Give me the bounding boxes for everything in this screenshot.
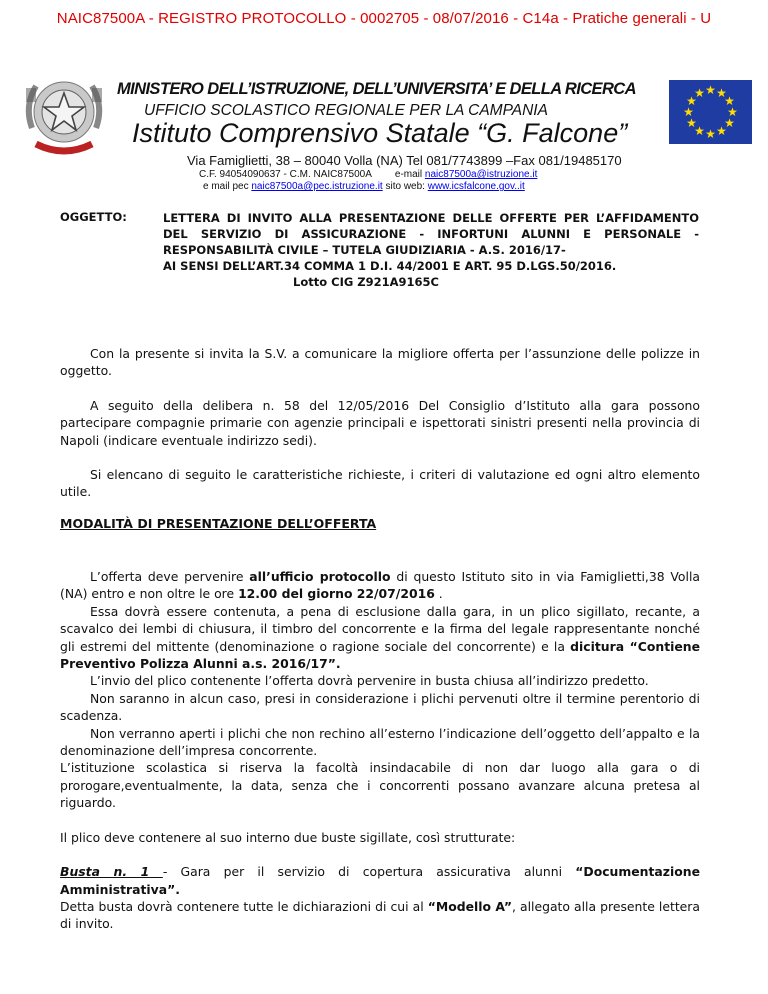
email-link[interactable]: naic87500a@istruzione.it (424, 169, 538, 180)
cf-email-line (199, 169, 537, 180)
text: di questo Istituto sito in via Famiglietti,38 Volla (NA) entro e non oltre le ore (60, 569, 700, 602)
eu-star-icon: ★ (686, 94, 697, 108)
text: . (434, 586, 443, 602)
cf-text: C.F. 94054090637 - C.M. NAIC87500A (199, 169, 372, 180)
subject-line: DEL SERVIZIO DI ASSICURAZIONE - INFORTUNI ALUNNI E PERSONALE - (163, 227, 699, 241)
eu-star-icon: ★ (716, 124, 727, 139)
paragraph-modello-a (60, 898, 700, 933)
subject-text (163, 210, 699, 290)
text: L’offerta deve pervenire (90, 569, 250, 584)
subject-line: RESPONSABILITÀ CIVILE – TUTELA GIUDIZIARIA - A.S. 2016/17- (163, 243, 566, 257)
paragraph-delibera: A seguito della delibera n. 58 del 12/05/2016 Del Consiglio d’Istituto alla gara possono partecipare compagnie primarie con agenzie principali e ispettorati sinistri presenti nella provincia di Napoli (indicare eventuale indirizzo sedi). (60, 398, 700, 448)
subject-line: LETTERA DI INVITO ALLA PRESENTAZIONE DELLE OFFERTE PER L’AFFIDAMENTO (163, 211, 699, 225)
regional-office: UFFICIO SCOLASTICO REGIONALE PER LA CAMPANIA (144, 102, 548, 119)
paragraph-deadline (60, 568, 700, 603)
text: Essa dovrà essere contenuta, a pena di esclusione dalla gara, in un plico sigillato, recante, a scavalco dei lembi di chiusura, il timbro del concorrente e la firma del legale rappresentante nonché gli estremi del mittente (denominazione o ragione sociale del concorrente) e la (60, 603, 700, 654)
paragraph-riserva: L’istituzione scolastica si riserva la facoltà insindacabile di non dar luogo alla gara o di prorogare,eventualmente, la data, senza che i concorrenti possano avanzare alcuna pretesa al riguardo. (60, 760, 700, 811)
eu-star-icon: ★ (724, 116, 735, 130)
eu-star-icon: ★ (727, 105, 738, 119)
eu-star-icon: ★ (686, 116, 697, 130)
paragraph-non-aperti: Non verranno aperti i plichi che non rechino all’esterno l’indicazione dell’oggetto dell’appalto e la denominazione dell’impresa concorrente. (60, 725, 700, 759)
web-link[interactable]: www.icsfalcone.gov..it (427, 181, 525, 192)
bold-text: dicitura “Contiene Preventivo Polizza Alunni a.s. 2016/17”. (60, 638, 701, 672)
eu-star-icon: ★ (705, 127, 716, 141)
paragraph-plico (60, 603, 700, 673)
paragraph-invio: L’invio del plico contenente l’offerta dovrà pervenire in busta chiusa all’indirizzo predetto. (90, 673, 649, 689)
eu-star-icon: ★ (683, 105, 694, 119)
email-label: e-mail (394, 169, 423, 180)
eu-star-icon: ★ (694, 124, 705, 139)
eu-star-icon: ★ (716, 85, 727, 100)
text: , allegato alla presente lettera di invito. (60, 898, 700, 932)
busta-label: Busta n. 1 (60, 864, 163, 880)
paragraph-criteria: Si elencano di seguito le caratteristiche richieste, i criteri di valutazione ed ogni altro elemento utile. (60, 467, 700, 500)
paragraph-busta-1 (60, 863, 700, 898)
bold-text: all’ufficio protocollo (249, 569, 391, 584)
pec-link[interactable]: naic87500a@pec.istruzione.it (251, 181, 383, 192)
italian-republic-emblem (14, 66, 114, 166)
subject-label: OGGETTO: (60, 210, 127, 224)
protocol-stamp: NAIC87500A - REGISTRO PROTOCOLLO - 0002705 - 08/07/2016 - C14a - Pratiche generali - U (56, 10, 712, 27)
subject-line: AI SENSI DELL’ART.34 COMMA 1 D.I. 44/2001 E ART. 95 D.LGS.50/2016. (163, 259, 617, 273)
ministry-title: MINISTERO DELL’ISTRUZIONE, DELL’UNIVERSITA’ E DELLA RICERCA (117, 80, 636, 98)
bold-text: “Modello A” (427, 898, 512, 914)
eu-star-icon: ★ (694, 85, 705, 100)
web-label: sito web: (385, 181, 425, 192)
offer-section (60, 568, 700, 933)
eu-flag-icon (669, 80, 752, 144)
eu-star-icon: ★ (705, 83, 716, 97)
text: Detta busta dovrà contenere tutte le dichiarazioni di cui al (60, 898, 428, 914)
bold-text: 12.00 del giorno 22/07/2016 (238, 586, 435, 602)
section-heading: MODALITÀ DI PRESENTAZIONE DELL’OFFERTA (60, 516, 377, 531)
subject-lot: Lotto CIG Z921A9165C (293, 275, 439, 289)
eu-star-icon: ★ (724, 94, 735, 108)
text: - Gara per il servizio di copertura assicurativa alunni (162, 864, 576, 880)
paragraph-scadenza: Non saranno in alcun caso, presi in considerazione i plichi pervenuti oltre il termine perentorio di scadenza. (60, 690, 700, 724)
pec-label: e mail pec (203, 181, 249, 192)
bold-text: “Documentazione Amministrativa”. (60, 864, 700, 897)
pec-web-line (203, 181, 525, 192)
paragraph-buste: Il plico deve contenere al suo interno due buste sigillate, così strutturate: (60, 829, 516, 845)
address-line: Via Famiglietti, 38 – 80040 Volla (NA) Tel 081/7743899 –Fax 081/19485170 (187, 153, 622, 168)
institute-name: Istituto Comprensivo Statale “G. Falcone” (132, 118, 628, 148)
paragraph-invite: Con la presente si invita la S.V. a comunicare la migliore offerta per l’assunzione delle polizze in oggetto. (60, 346, 700, 379)
